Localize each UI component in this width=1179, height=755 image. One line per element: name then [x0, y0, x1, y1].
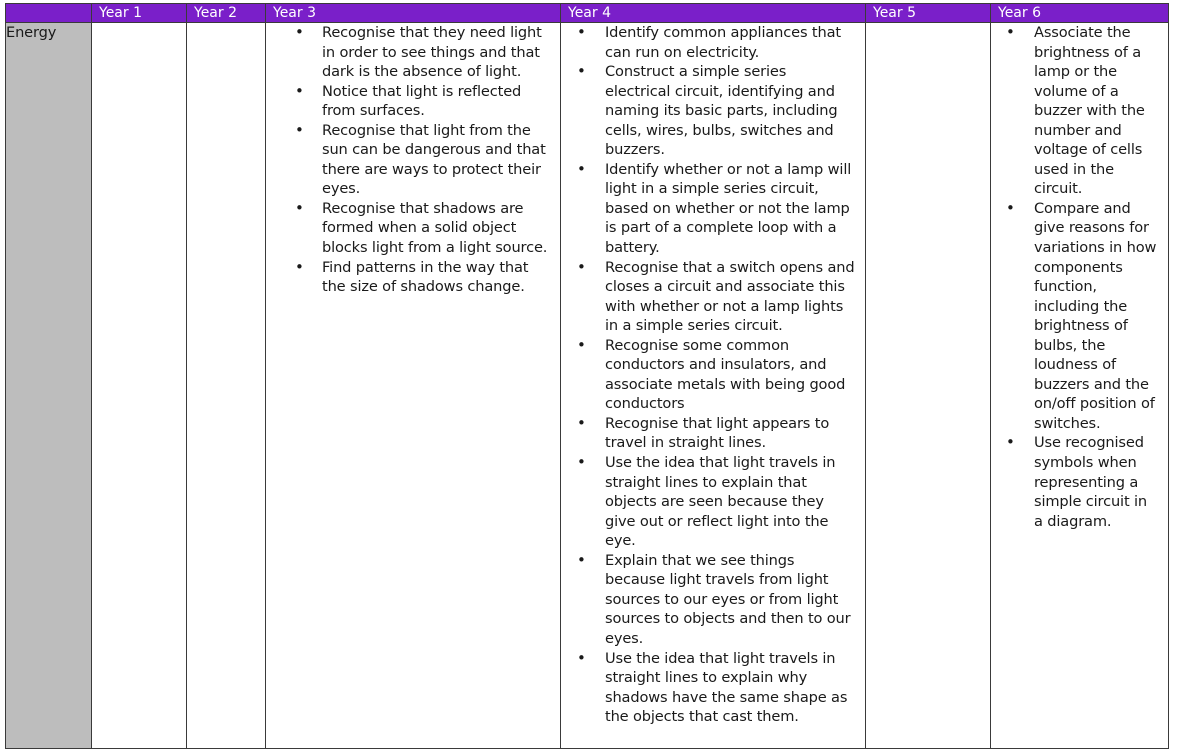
- list-item: [295, 120, 550, 199]
- bullet-icon: •: [577, 413, 586, 432]
- year-1-cell: [92, 23, 187, 749]
- list-item-text: Recognise that light from the sun can be dangerous and that there are ways to protect their eyes.: [322, 121, 546, 198]
- header-year-3: Year 3: [266, 4, 561, 23]
- subject-cell: Energy: [6, 23, 92, 749]
- year-6-cell: [991, 23, 1169, 749]
- list-item: [1006, 23, 1160, 199]
- year-3-list: [266, 23, 560, 297]
- list-item-text: Find patterns in the way that the size of shadows change.: [322, 258, 529, 296]
- list-item: [577, 453, 855, 551]
- list-item-text: Compare and give reasons for variations in how components function, including the brightness of bulbs, the loudness of buzzers and the on/off position of switches.: [1034, 199, 1157, 432]
- year-2-cell: [187, 23, 266, 749]
- list-item: [295, 198, 550, 258]
- bullet-icon: •: [295, 198, 304, 217]
- list-item-text: Recognise that they need light in order to see things and that dark is the absence of light.: [322, 24, 542, 81]
- list-item: [577, 62, 855, 160]
- list-item-text: Use the idea that light travels in straight lines to explain that objects are seen because they give out or reflect light into the eye.: [605, 454, 836, 550]
- list-item-text: Construct a simple series electrical circuit, identifying and naming its basic parts, including cells, wires, bulbs, switches and buzzers.: [605, 63, 838, 159]
- list-item: [295, 257, 550, 297]
- header-row: [6, 4, 1169, 23]
- bullet-icon: •: [577, 550, 586, 569]
- bullet-icon: •: [295, 81, 304, 100]
- list-item-text: Notice that light is reflected from surfaces.: [322, 82, 522, 120]
- list-item-text: Recognise that a switch opens and closes a circuit and associate this with whether or not a lamp lights in a simple series circuit.: [605, 258, 855, 335]
- list-item-text: Recognise that light appears to travel in straight lines.: [605, 414, 830, 452]
- bullet-icon: •: [577, 648, 586, 667]
- year-3-cell: [266, 23, 561, 749]
- year-4-list: [561, 23, 865, 727]
- year-5-cell: [866, 23, 991, 749]
- list-item-text: Recognise some common conductors and insulators, and associate metals with being good conductors: [605, 336, 846, 413]
- bullet-icon: •: [1006, 23, 1015, 41]
- bullet-icon: •: [577, 453, 586, 472]
- list-item: [577, 413, 855, 453]
- list-item-text: Identify whether or not a lamp will light in a simple series circuit, based on whether or not the lamp is part of a complete loop with a battery.: [605, 160, 852, 257]
- list-item: [577, 550, 855, 649]
- year-6-list: [991, 23, 1168, 531]
- bullet-icon: •: [1006, 198, 1015, 217]
- list-item-text: Use the idea that light travels in straight lines to explain why shadows have the same shape as the objects that cast them.: [605, 649, 848, 726]
- bullet-icon: •: [1006, 433, 1015, 452]
- list-item: [577, 648, 855, 727]
- bullet-icon: •: [577, 257, 586, 276]
- bullet-icon: •: [577, 23, 586, 41]
- header-year-6: Year 6: [991, 4, 1169, 23]
- list-item-text: Recognise that shadows are formed when a solid object blocks light from a light source.: [322, 199, 548, 257]
- curriculum-table: [5, 3, 1169, 749]
- bullet-icon: •: [577, 159, 586, 178]
- list-item-text: Identify common appliances that can run on electricity.: [605, 24, 841, 61]
- list-item: [1006, 433, 1160, 531]
- energy-row: [6, 23, 1169, 749]
- header-year-2: Year 2: [187, 4, 266, 23]
- bullet-icon: •: [295, 23, 304, 41]
- list-item-text: Use recognised symbols when representing a simple circuit in a diagram.: [1034, 434, 1148, 530]
- bullet-icon: •: [577, 335, 586, 354]
- list-item: [577, 257, 855, 336]
- header-year-5: Year 5: [866, 4, 991, 23]
- header-year-1: Year 1: [92, 4, 187, 23]
- header-year-4: Year 4: [561, 4, 866, 23]
- bullet-icon: •: [295, 257, 304, 276]
- header-subject: [6, 4, 92, 23]
- bullet-icon: •: [295, 120, 304, 139]
- year-4-cell: [561, 23, 866, 749]
- list-item: [577, 23, 855, 62]
- list-item: [1006, 198, 1160, 434]
- list-item-text: Associate the brightness of a lamp or the volume of a buzzer with the number and voltage of cells used in the circuit.: [1034, 24, 1145, 198]
- bullet-icon: •: [577, 62, 586, 81]
- list-item-text: Explain that we see things because light travels from light sources to our eyes or from light sources to objects and then to our eyes.: [605, 551, 851, 647]
- list-item: [295, 23, 550, 82]
- list-item: [577, 159, 855, 258]
- list-item: [577, 335, 855, 414]
- list-item: [295, 81, 550, 121]
